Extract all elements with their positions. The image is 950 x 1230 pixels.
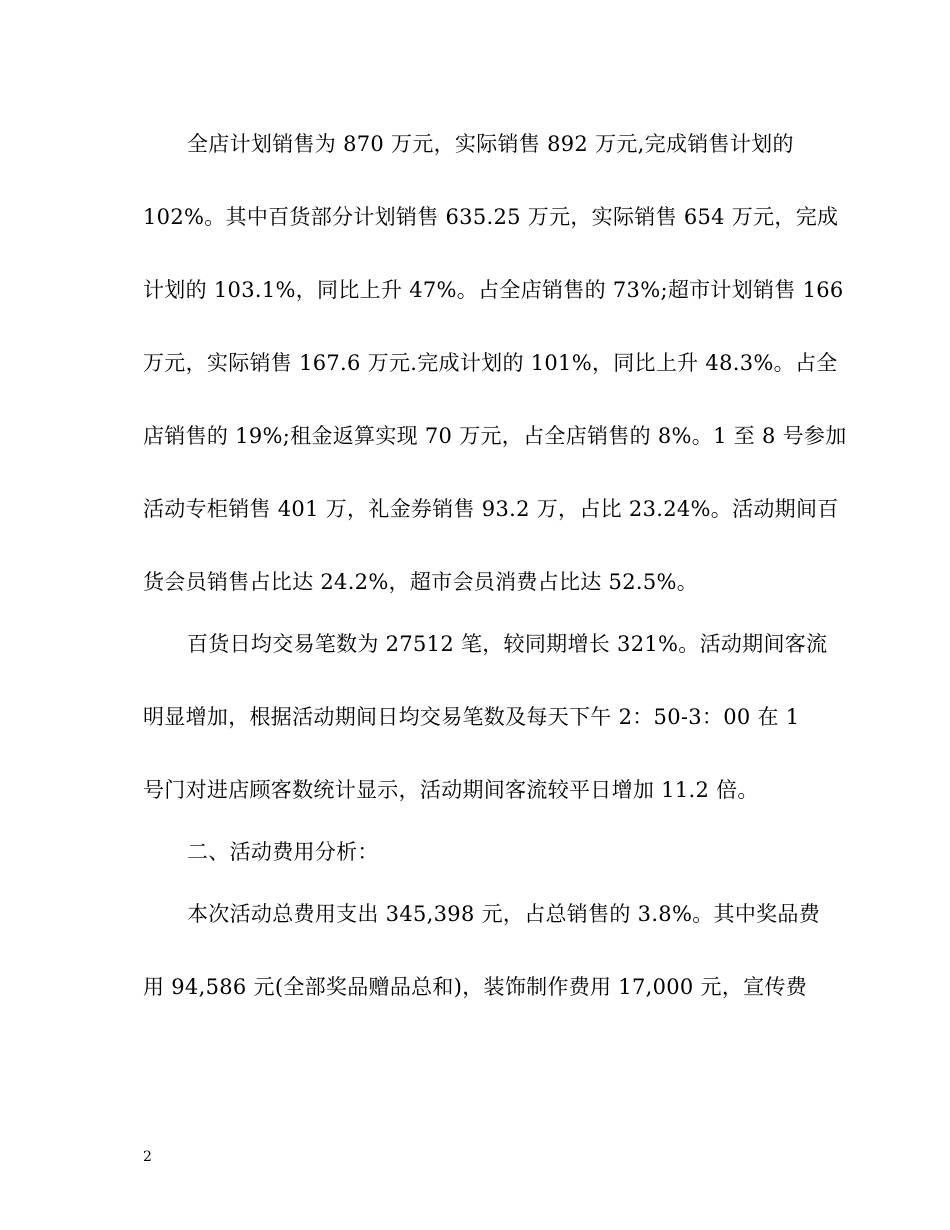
paragraph-line: 用 94,586 元(全部奖品赠品总和)，装饰制作费用 17,000 元，宣传费 — [143, 975, 808, 999]
paragraph-line: 货会员销售占比达 24.2%，超市会员消费占比达 52.5%。 — [143, 570, 699, 594]
paragraph-line: 102%。其中百货部分计划销售 635.25 万元，实际销售 654 万元，完成 — [143, 205, 839, 229]
paragraph-line: 百货日均交易笔数为 27512 笔，较同期增长 321%。活动期间客流 — [187, 632, 828, 656]
paragraph-line: 计划的 103.1%，同比上升 47%。占全店销售的 73%;超市计划销售 166 — [143, 278, 844, 302]
paragraph-line: 本次活动总费用支出 345,398 元，占总销售的 3.8%。其中奖品费 — [187, 902, 821, 926]
paragraph-line: 号门对进店顾客数统计显示，活动期间客流较平日增加 11.2 倍。 — [143, 778, 759, 802]
page-number: 2 — [143, 1149, 152, 1165]
paragraph-line: 店销售的 19%;租金返算实现 70 万元，占全店销售的 8%。1 至 8 号参加 — [143, 424, 847, 448]
paragraph-line: 明显增加，根据活动期间日均交易笔数及每天下午 2：50-3：00 在 1 — [143, 705, 800, 729]
paragraph-line: 万元，实际销售 167.6 万元.完成计划的 101%，同比上升 48.3%。占全 — [143, 351, 838, 375]
section-heading: 二、活动费用分析： — [187, 840, 379, 864]
paragraph-line: 活动专柜销售 401 万，礼金券销售 93.2 万，占比 23.24%。活动期间百 — [143, 497, 839, 521]
paragraph-line: 全店计划销售为 870 万元，实际销售 892 万元,完成销售计划的 — [187, 132, 794, 156]
